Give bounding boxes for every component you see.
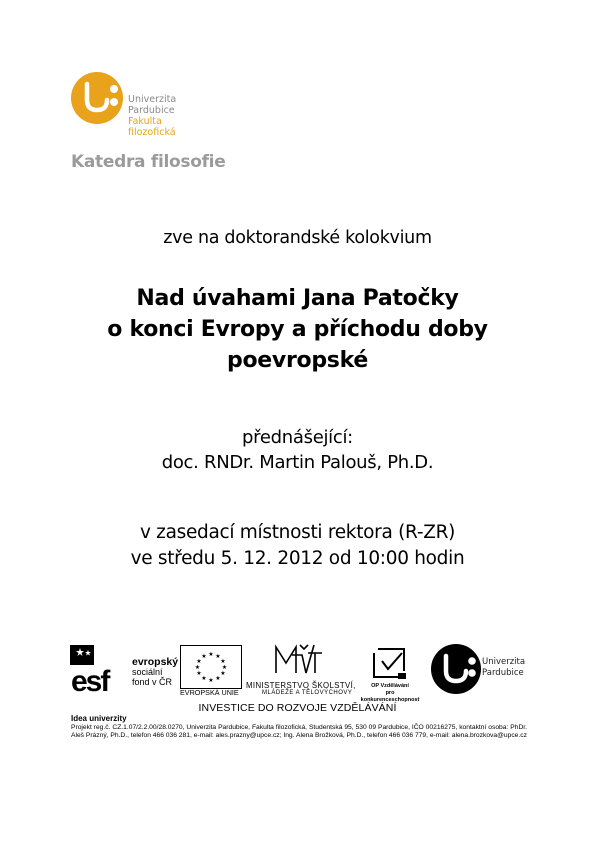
svg-text:★: ★ bbox=[208, 651, 214, 658]
esf-text bbox=[132, 657, 178, 687]
svg-text:★: ★ bbox=[201, 653, 207, 660]
svg-text:★: ★ bbox=[215, 675, 221, 682]
msmt-line-2: MLÁDEŽE A TĚLOVÝCHOVY bbox=[262, 690, 353, 696]
upce-line-1: Univerzita bbox=[482, 657, 526, 667]
lecturer-label: přednášející: bbox=[242, 427, 353, 448]
investice-tagline: INVESTICE DO ROZVOJE VZDĚLÁVÁNÍ bbox=[198, 702, 397, 714]
university-emblem-icon bbox=[70, 70, 126, 126]
upce-text bbox=[482, 657, 525, 679]
title-line-3: poevropské bbox=[227, 348, 368, 373]
svg-text:★: ★ bbox=[220, 670, 226, 677]
logo-line-pardubice: Pardubice bbox=[128, 105, 175, 116]
msmt-line-1: MINISTERSTVO ŠKOLSTVÍ, bbox=[246, 681, 356, 690]
project-title: Idea univerzity bbox=[71, 714, 127, 723]
logo-line-fakulta: Fakulta bbox=[128, 116, 162, 127]
date-time: ve středu 5. 12. 2012 od 10:00 hodin bbox=[130, 548, 465, 569]
op-education-logo-icon bbox=[368, 643, 412, 681]
svg-text:esf: esf bbox=[71, 665, 109, 693]
eu-label: EVROPSKÁ UNIE bbox=[180, 688, 239, 697]
project-footer bbox=[71, 714, 527, 740]
logo-line-filozoficka: filozofická bbox=[128, 127, 176, 138]
department-name: Katedra filosofie bbox=[71, 152, 226, 172]
esf-logo-icon bbox=[70, 641, 128, 693]
esf-line-3: fond v ČR bbox=[132, 677, 173, 687]
op-line-2: pro konkurenceschopnost bbox=[360, 690, 420, 703]
upce-line-2: Pardubice bbox=[482, 668, 524, 678]
svg-text:★: ★ bbox=[201, 675, 207, 682]
project-details: Projekt reg.č. CZ.1.07/2.2.00/28.0270, Univerzita Pardubice, Fakulta filozofická, Studentská 95, 530 09 Pardubice, IČO 00216275, kontaktní osoba: PhDr. Aleš Prázný, Ph.D., telefon 466 036 281, e-mail: ales.prazny@upce.cz; Ing. Alena Brožková, Ph.D., telefon 466 036 779, e-mail: alena.brozkova@upce.cz bbox=[71, 724, 527, 740]
lecturer-name: doc. RNDr. Martin Palouš, Ph.D. bbox=[161, 452, 434, 473]
eu-stars-icon bbox=[181, 646, 241, 688]
sponsor-logo-strip bbox=[70, 641, 530, 703]
logo-text bbox=[128, 94, 176, 138]
esf-line-1: evropský bbox=[132, 656, 179, 668]
svg-text:★: ★ bbox=[220, 658, 226, 665]
svg-text:★: ★ bbox=[208, 677, 214, 684]
esf-line-2: sociální bbox=[132, 667, 163, 677]
colloquium-title bbox=[0, 283, 595, 376]
upce-logo-icon bbox=[430, 643, 482, 695]
title-line-2: o konci Evropy a příchodu doby bbox=[107, 317, 488, 342]
logo-line-university: Univerzita bbox=[128, 94, 177, 105]
invitation-intro: zve na doktorandské kolokvium bbox=[163, 228, 432, 248]
title-line-1: Nad úvahami Jana Patočky bbox=[136, 286, 459, 311]
svg-text:★: ★ bbox=[221, 664, 228, 671]
svg-text:★: ★ bbox=[196, 670, 202, 677]
svg-text:★: ★ bbox=[215, 653, 221, 660]
eu-flag bbox=[180, 645, 242, 689]
venue: v zasedací místnosti rektora (R-ZR) bbox=[139, 522, 456, 543]
op-text bbox=[360, 683, 420, 704]
svg-text:★: ★ bbox=[196, 658, 202, 665]
op-line-1: OP Vzdělávání bbox=[371, 683, 409, 689]
svg-text:★: ★ bbox=[194, 664, 201, 671]
university-logo bbox=[70, 70, 180, 140]
